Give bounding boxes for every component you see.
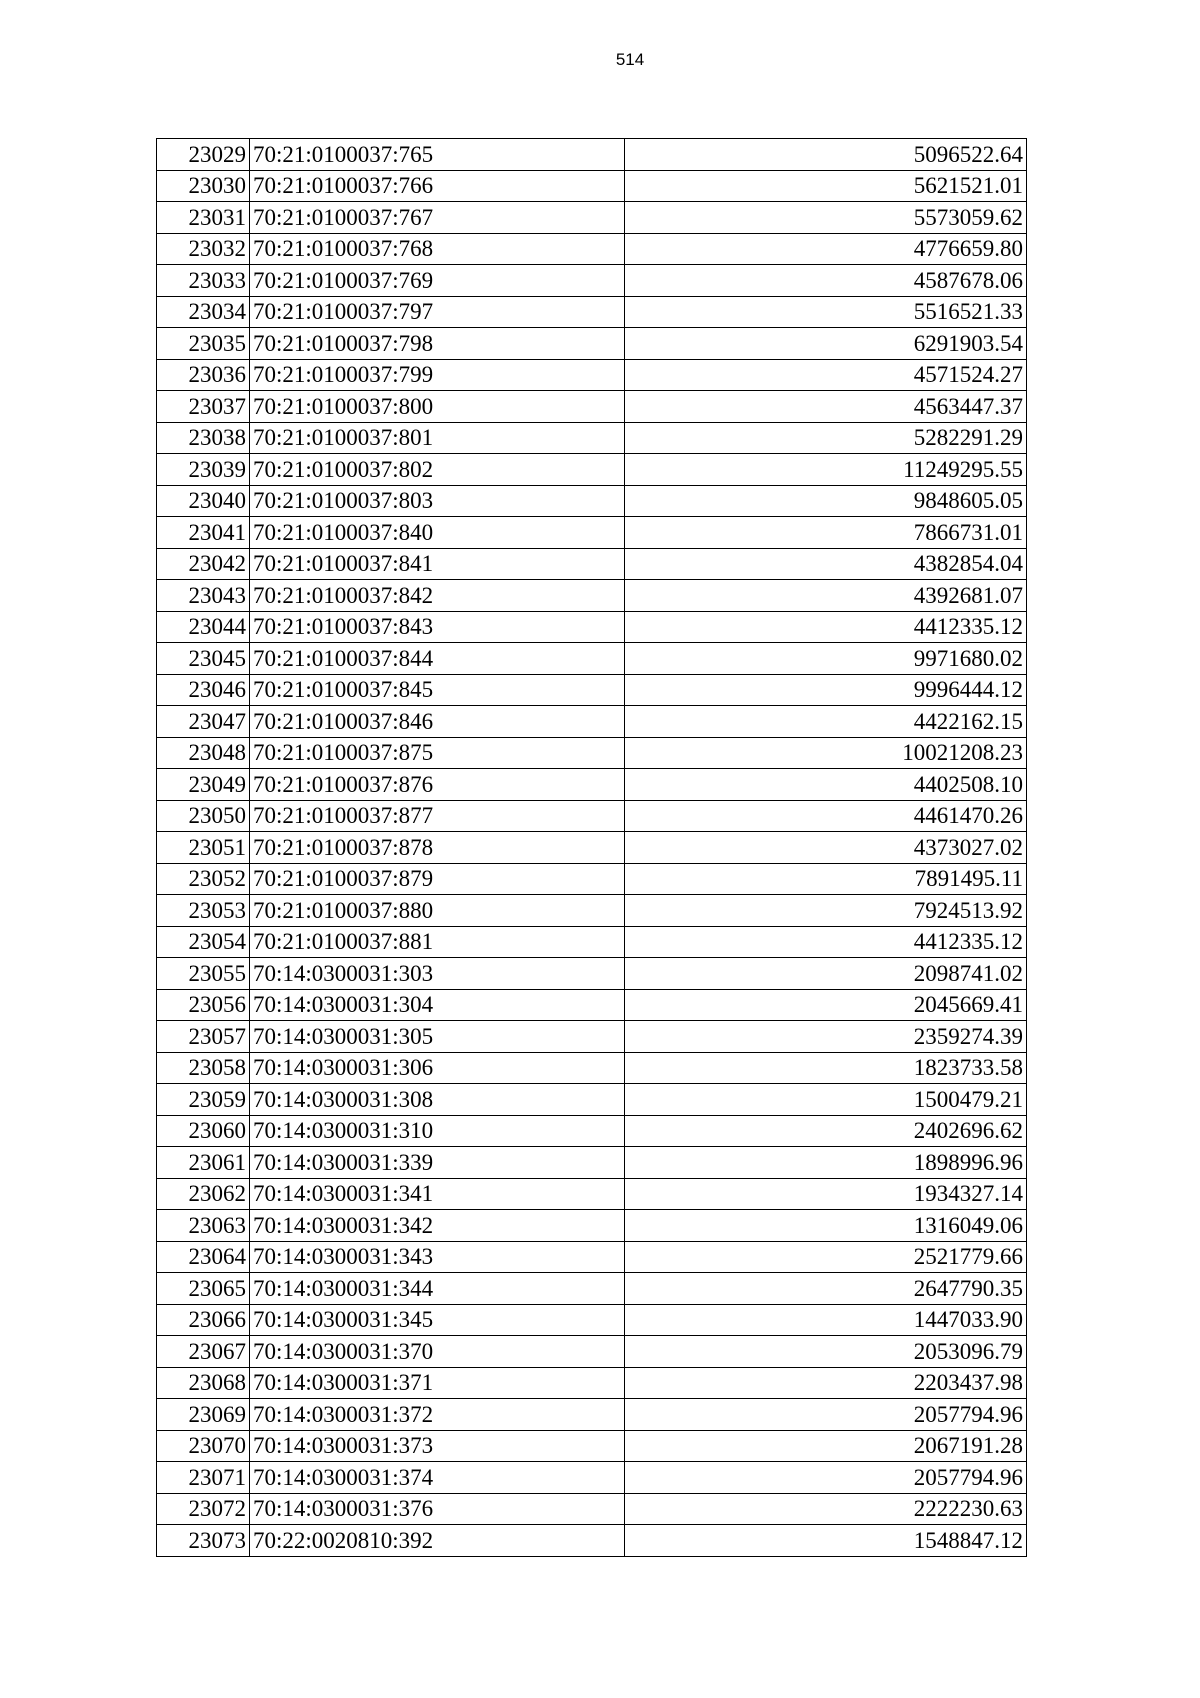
cadastral-number-cell: 70:21:0100037:843: [250, 611, 625, 643]
cadastral-number-cell: 70:14:0300031:373: [250, 1430, 625, 1462]
table-row: [157, 548, 1027, 580]
page-number: 514: [615, 50, 645, 69]
row-number-cell: 23057: [157, 1021, 250, 1053]
cadastral-value-cell: 2057794.96: [625, 1462, 1027, 1494]
cadastral-number-cell: 70:14:0300031:339: [250, 1147, 625, 1179]
cadastral-number-cell: 70:21:0100037:875: [250, 737, 625, 769]
cadastral-number-cell: 70:14:0300031:345: [250, 1304, 625, 1336]
table-row: [157, 296, 1027, 328]
table-row: [157, 1052, 1027, 1084]
table-row: [157, 706, 1027, 738]
cadastral-number-cell: 70:21:0100037:880: [250, 895, 625, 927]
table-row: [157, 391, 1027, 423]
cadastral-number-cell: 70:21:0100037:766: [250, 170, 625, 202]
row-number-cell: 23035: [157, 328, 250, 360]
row-number-cell: 23044: [157, 611, 250, 643]
cadastral-number-cell: 70:14:0300031:374: [250, 1462, 625, 1494]
cadastral-value-cell: 4776659.80: [625, 233, 1027, 265]
table-row: [157, 1021, 1027, 1053]
table-row: [157, 1525, 1027, 1557]
table-row: [157, 643, 1027, 675]
row-number-cell: 23039: [157, 454, 250, 486]
table-row: [157, 611, 1027, 643]
table-row: [157, 265, 1027, 297]
cadastral-number-cell: 70:21:0100037:878: [250, 832, 625, 864]
cadastral-value-cell: 2098741.02: [625, 958, 1027, 990]
cadastral-value-table: [156, 138, 1027, 1557]
cadastral-value-cell: 1316049.06: [625, 1210, 1027, 1242]
row-number-cell: 23069: [157, 1399, 250, 1431]
table-row: [157, 989, 1027, 1021]
cadastral-value-cell: 1898996.96: [625, 1147, 1027, 1179]
cadastral-value-cell: 4422162.15: [625, 706, 1027, 738]
cadastral-number-cell: 70:14:0300031:342: [250, 1210, 625, 1242]
cadastral-number-cell: 70:21:0100037:840: [250, 517, 625, 549]
row-number-cell: 23067: [157, 1336, 250, 1368]
cadastral-number-cell: 70:21:0100037:767: [250, 202, 625, 234]
table-row: [157, 1493, 1027, 1525]
cadastral-value-cell: 2045669.41: [625, 989, 1027, 1021]
cadastral-number-cell: 70:14:0300031:303: [250, 958, 625, 990]
cadastral-value-cell: 7866731.01: [625, 517, 1027, 549]
table-row: [157, 359, 1027, 391]
cadastral-value-cell: 2053096.79: [625, 1336, 1027, 1368]
cadastral-number-cell: 70:21:0100037:876: [250, 769, 625, 801]
table-row: [157, 926, 1027, 958]
cadastral-number-cell: 70:21:0100037:798: [250, 328, 625, 360]
cadastral-value-cell: 4392681.07: [625, 580, 1027, 612]
cadastral-value-cell: 9971680.02: [625, 643, 1027, 675]
table-row: [157, 832, 1027, 864]
row-number-cell: 23063: [157, 1210, 250, 1242]
row-number-cell: 23046: [157, 674, 250, 706]
cadastral-number-cell: 70:21:0100037:800: [250, 391, 625, 423]
cadastral-number-cell: 70:14:0300031:305: [250, 1021, 625, 1053]
cadastral-value-cell: 1500479.21: [625, 1084, 1027, 1116]
cadastral-number-cell: 70:21:0100037:877: [250, 800, 625, 832]
cadastral-value-cell: 11249295.55: [625, 454, 1027, 486]
row-number-cell: 23053: [157, 895, 250, 927]
row-number-cell: 23054: [157, 926, 250, 958]
row-number-cell: 23060: [157, 1115, 250, 1147]
row-number-cell: 23042: [157, 548, 250, 580]
table-row: [157, 1367, 1027, 1399]
cadastral-value-cell: 2203437.98: [625, 1367, 1027, 1399]
cadastral-value-cell: 4373027.02: [625, 832, 1027, 864]
table-row: [157, 1115, 1027, 1147]
row-number-cell: 23043: [157, 580, 250, 612]
table-row: [157, 737, 1027, 769]
cadastral-value-cell: 4587678.06: [625, 265, 1027, 297]
cadastral-value-cell: 5573059.62: [625, 202, 1027, 234]
table-row: [157, 422, 1027, 454]
cadastral-value-cell: 4563447.37: [625, 391, 1027, 423]
cadastral-number-cell: 70:21:0100037:799: [250, 359, 625, 391]
cadastral-number-cell: 70:22:0020810:392: [250, 1525, 625, 1557]
cadastral-value-cell: 6291903.54: [625, 328, 1027, 360]
cadastral-number-cell: 70:21:0100037:801: [250, 422, 625, 454]
row-number-cell: 23049: [157, 769, 250, 801]
cadastral-value-cell: 2067191.28: [625, 1430, 1027, 1462]
cadastral-number-cell: 70:21:0100037:768: [250, 233, 625, 265]
cadastral-value-cell: 7891495.11: [625, 863, 1027, 895]
table-row: [157, 454, 1027, 486]
cadastral-value-cell: 1823733.58: [625, 1052, 1027, 1084]
row-number-cell: 23065: [157, 1273, 250, 1305]
table-row: [157, 1462, 1027, 1494]
table-row: [157, 1178, 1027, 1210]
cadastral-value-cell: 2402696.62: [625, 1115, 1027, 1147]
table-row: [157, 202, 1027, 234]
table-row: [157, 1336, 1027, 1368]
table-row: [157, 863, 1027, 895]
cadastral-number-cell: 70:21:0100037:846: [250, 706, 625, 738]
row-number-cell: 23032: [157, 233, 250, 265]
row-number-cell: 23040: [157, 485, 250, 517]
cadastral-number-cell: 70:14:0300031:376: [250, 1493, 625, 1525]
cadastral-value-cell: 5096522.64: [625, 139, 1027, 171]
cadastral-number-cell: 70:21:0100037:842: [250, 580, 625, 612]
table-row: [157, 1147, 1027, 1179]
row-number-cell: 23058: [157, 1052, 250, 1084]
row-number-cell: 23029: [157, 139, 250, 171]
row-number-cell: 23068: [157, 1367, 250, 1399]
cadastral-value-cell: 4412335.12: [625, 611, 1027, 643]
cadastral-number-cell: 70:21:0100037:765: [250, 139, 625, 171]
row-number-cell: 23037: [157, 391, 250, 423]
table-row: [157, 958, 1027, 990]
table-row: [157, 328, 1027, 360]
table-row: [157, 139, 1027, 171]
cadastral-number-cell: 70:14:0300031:304: [250, 989, 625, 1021]
table-row: [157, 1399, 1027, 1431]
row-number-cell: 23045: [157, 643, 250, 675]
cadastral-number-cell: 70:21:0100037:769: [250, 265, 625, 297]
row-number-cell: 23031: [157, 202, 250, 234]
cadastral-value-cell: 2222230.63: [625, 1493, 1027, 1525]
table-row: [157, 674, 1027, 706]
cadastral-value-cell: 2647790.35: [625, 1273, 1027, 1305]
row-number-cell: 23056: [157, 989, 250, 1021]
row-number-cell: 23066: [157, 1304, 250, 1336]
cadastral-value-cell: 5621521.01: [625, 170, 1027, 202]
table-row: [157, 1241, 1027, 1273]
cadastral-value-cell: 2521779.66: [625, 1241, 1027, 1273]
cadastral-number-cell: 70:14:0300031:341: [250, 1178, 625, 1210]
row-number-cell: 23036: [157, 359, 250, 391]
cadastral-value-cell: 10021208.23: [625, 737, 1027, 769]
table-row: [157, 769, 1027, 801]
row-number-cell: 23033: [157, 265, 250, 297]
table-row: [157, 233, 1027, 265]
table-row: [157, 800, 1027, 832]
table-row: [157, 895, 1027, 927]
table-row: [157, 1084, 1027, 1116]
cadastral-value-cell: 1934327.14: [625, 1178, 1027, 1210]
cadastral-number-cell: 70:21:0100037:803: [250, 485, 625, 517]
cadastral-value-cell: 1447033.90: [625, 1304, 1027, 1336]
cadastral-value-cell: 5282291.29: [625, 422, 1027, 454]
table-row: [157, 1273, 1027, 1305]
cadastral-value-cell: 7924513.92: [625, 895, 1027, 927]
row-number-cell: 23038: [157, 422, 250, 454]
cadastral-value-cell: 4571524.27: [625, 359, 1027, 391]
row-number-cell: 23030: [157, 170, 250, 202]
cadastral-number-cell: 70:14:0300031:344: [250, 1273, 625, 1305]
cadastral-number-cell: 70:21:0100037:881: [250, 926, 625, 958]
row-number-cell: 23055: [157, 958, 250, 990]
row-number-cell: 23047: [157, 706, 250, 738]
cadastral-number-cell: 70:14:0300031:371: [250, 1367, 625, 1399]
cadastral-number-cell: 70:14:0300031:308: [250, 1084, 625, 1116]
cadastral-number-cell: 70:14:0300031:343: [250, 1241, 625, 1273]
cadastral-value-cell: 1548847.12: [625, 1525, 1027, 1557]
table-row: [157, 1304, 1027, 1336]
row-number-cell: 23073: [157, 1525, 250, 1557]
cadastral-number-cell: 70:21:0100037:845: [250, 674, 625, 706]
table-row: [157, 1430, 1027, 1462]
table-row: [157, 517, 1027, 549]
table-row: [157, 170, 1027, 202]
cadastral-value-cell: 4412335.12: [625, 926, 1027, 958]
cadastral-value-cell: 9996444.12: [625, 674, 1027, 706]
row-number-cell: 23064: [157, 1241, 250, 1273]
cadastral-number-cell: 70:14:0300031:372: [250, 1399, 625, 1431]
cadastral-number-cell: 70:14:0300031:310: [250, 1115, 625, 1147]
row-number-cell: 23062: [157, 1178, 250, 1210]
table-row: [157, 1210, 1027, 1242]
row-number-cell: 23059: [157, 1084, 250, 1116]
row-number-cell: 23072: [157, 1493, 250, 1525]
cadastral-number-cell: 70:14:0300031:306: [250, 1052, 625, 1084]
row-number-cell: 23071: [157, 1462, 250, 1494]
table-body: [157, 139, 1027, 1557]
row-number-cell: 23070: [157, 1430, 250, 1462]
row-number-cell: 23051: [157, 832, 250, 864]
row-number-cell: 23050: [157, 800, 250, 832]
cadastral-value-cell: 4461470.26: [625, 800, 1027, 832]
row-number-cell: 23052: [157, 863, 250, 895]
cadastral-value-cell: 2359274.39: [625, 1021, 1027, 1053]
cadastral-value-cell: 5516521.33: [625, 296, 1027, 328]
cadastral-number-cell: 70:21:0100037:802: [250, 454, 625, 486]
cadastral-value-cell: 9848605.05: [625, 485, 1027, 517]
cadastral-value-cell: 4402508.10: [625, 769, 1027, 801]
cadastral-number-cell: 70:14:0300031:370: [250, 1336, 625, 1368]
cadastral-number-cell: 70:21:0100037:797: [250, 296, 625, 328]
cadastral-number-cell: 70:21:0100037:844: [250, 643, 625, 675]
cadastral-number-cell: 70:21:0100037:841: [250, 548, 625, 580]
row-number-cell: 23041: [157, 517, 250, 549]
table-row: [157, 580, 1027, 612]
row-number-cell: 23061: [157, 1147, 250, 1179]
cadastral-value-cell: 2057794.96: [625, 1399, 1027, 1431]
table-row: [157, 485, 1027, 517]
row-number-cell: 23034: [157, 296, 250, 328]
cadastral-value-cell: 4382854.04: [625, 548, 1027, 580]
row-number-cell: 23048: [157, 737, 250, 769]
cadastral-number-cell: 70:21:0100037:879: [250, 863, 625, 895]
